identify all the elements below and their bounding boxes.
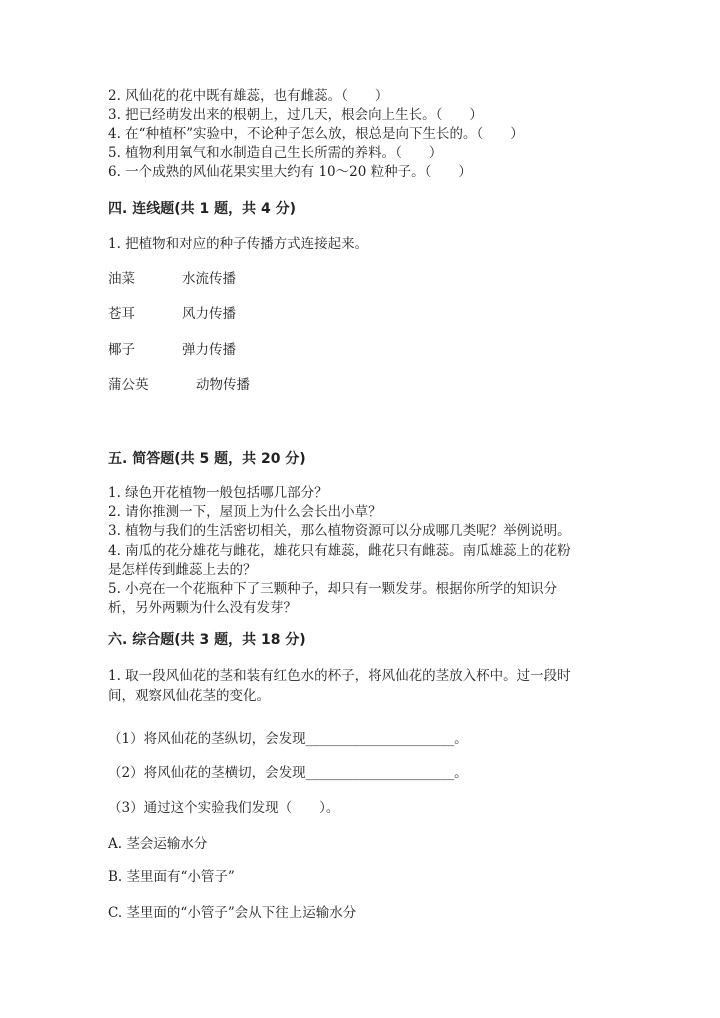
method-label: 弹力传播 bbox=[182, 342, 236, 358]
option: B. 茎里面有“小管子” bbox=[108, 869, 235, 885]
question-line: 4. 南瓜的花分雄花与雌花，雄花只有雄蕊，雌花只有雌蕊。南瓜雄蕊上的花粉 bbox=[108, 543, 571, 559]
sub-question: （2）将风仙花的茎横切，会发现______________________。 bbox=[108, 765, 468, 781]
question: 1. 把植物和对应的种子传播方式连接起来。 bbox=[108, 236, 369, 252]
judge-item: 6. 一个成熟的风仙花果实里大约有 10～20 粒种子。（ ） bbox=[108, 164, 472, 180]
section-heading: 五. 简答题(共 5 题，共 20 分) bbox=[108, 451, 306, 467]
method-label: 动物传播 bbox=[196, 377, 250, 393]
section-heading: 四. 连线题(共 1 题，共 4 分) bbox=[108, 201, 296, 217]
question-line: 1. 绿色开花植物一般包括哪几部分？ bbox=[108, 485, 328, 501]
option: A. 茎会运输水分 bbox=[108, 836, 208, 852]
option: C. 茎里面的“小管子”会从下往上运输水分 bbox=[108, 905, 357, 921]
plant-label: 蒲公英 bbox=[108, 377, 149, 393]
question-line: 间，观察风仙花茎的变化。 bbox=[108, 688, 270, 704]
plant-label: 苍耳 bbox=[108, 306, 135, 322]
plant-label: 油菜 bbox=[108, 271, 135, 287]
method-label: 水流传播 bbox=[182, 271, 236, 287]
section-heading: 六. 综合题(共 3 题，共 18 分) bbox=[108, 632, 306, 648]
sub-question: （1）将风仙花的茎纵切，会发现______________________。 bbox=[108, 731, 468, 747]
question-line: 3. 植物与我们的生活密切相关，那么植物资源可以分成哪几类呢？举例说明。 bbox=[108, 523, 571, 539]
judge-item: 2. 风仙花的花中既有雄蕊，也有雌蕊。（ ） bbox=[108, 88, 389, 104]
question-line: 1. 取一段风仙花的茎和装有红色水的杯子，将风仙花的茎放入杯中。过一段时 bbox=[108, 668, 571, 684]
method-label: 风力传播 bbox=[182, 306, 236, 322]
judge-item: 4. 在“种植杯”实验中，不论种子怎么放，根总是向下生长的。（ ） bbox=[108, 126, 524, 142]
question-line: 是怎样传到雌蕊上去的？ bbox=[108, 562, 257, 578]
judge-item: 5. 植物利用氧气和水制造自己生长所需的养料。（ ） bbox=[108, 145, 443, 161]
question-line: 析，另外两颗为什么没有发芽？ bbox=[108, 600, 297, 616]
question-line: 2. 请你推测一下，屋顶上为什么会长出小草？ bbox=[108, 504, 382, 520]
plant-label: 椰子 bbox=[108, 342, 135, 358]
judge-item: 3. 把已经萌发出来的根朝上，过几天，根会向上生长。（ ） bbox=[108, 107, 483, 123]
question-line: 5. 小亮在一个花瓶种下了三颗种子，却只有一颗发芽。根据你所学的知识分 bbox=[108, 581, 558, 597]
sub-question: （3）通过这个实验我们发现（ ）。 bbox=[108, 800, 340, 816]
